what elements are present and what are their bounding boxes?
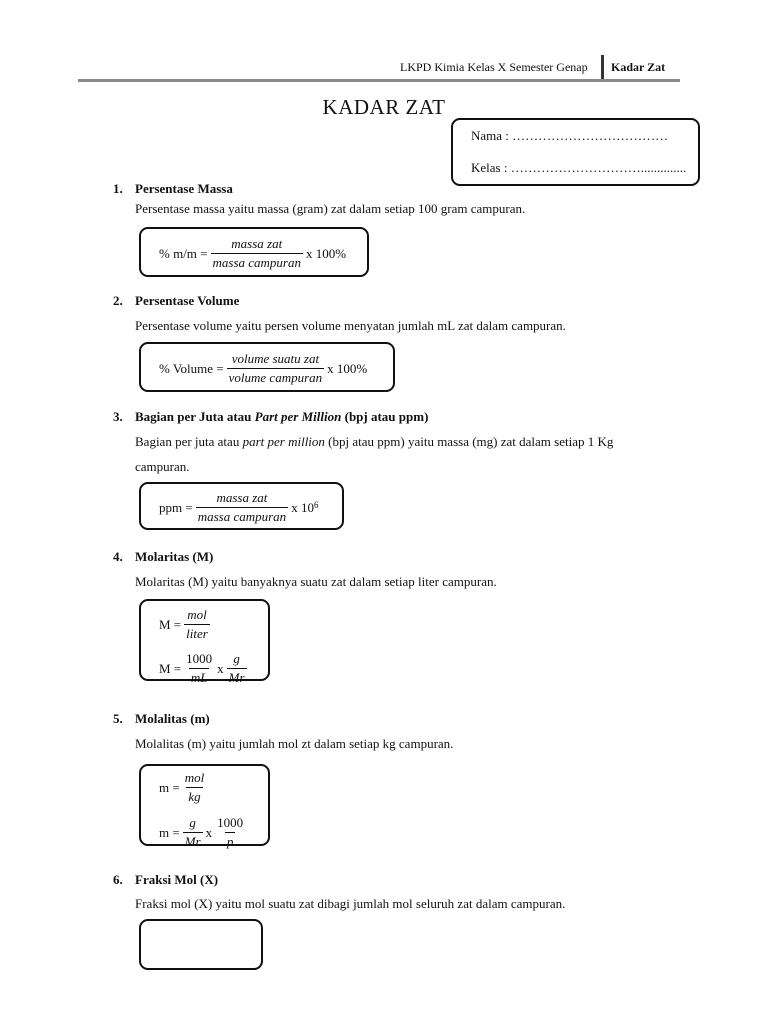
section-4-title: Molaritas (M) (135, 549, 214, 564)
section-1-number: 1. (113, 181, 123, 196)
formula-lhs: M = (159, 660, 182, 676)
class-line: Kelas : ………………………….............. (471, 160, 687, 175)
fraction-numerator: 1000 (186, 651, 213, 666)
formula-lhs: % Volume = (159, 360, 224, 376)
fraction-numerator: g (189, 815, 196, 830)
fraction-denominator: mL (190, 670, 208, 685)
formula-box-percent-mass (139, 227, 369, 277)
fraction-denominator: p (226, 834, 234, 849)
section-3-number: 3. (113, 409, 123, 424)
section-3-title-part-1: Bagian per Juta atau (135, 409, 255, 424)
fraction-denominator: Mr (184, 834, 201, 849)
section-3-description-line-2: campuran. (135, 459, 190, 474)
section-3-title-part-3: (bpj atau ppm) (344, 409, 429, 424)
fraction-denominator: massa campuran (212, 255, 301, 270)
formula-lhs: m = (159, 824, 180, 840)
section-6-title: Fraksi Mol (X) (135, 872, 219, 887)
header-topic-label: Kadar Zat (611, 60, 666, 74)
section-6-description: Fraksi mol (X) yaitu mol suatu zat dibagi jumlah mol seluruh zat dalam campuran. (135, 896, 566, 911)
fraction-numerator: massa zat (216, 490, 268, 505)
section-1-title: Persentase Massa (135, 181, 233, 196)
section-5-description: Molalitas (m) yaitu jumlah mol zt dalam setiap kg campuran. (135, 736, 454, 751)
fraction (183, 815, 203, 850)
formula-box-percent-volume (139, 342, 395, 392)
page-title: KADAR ZAT (322, 95, 446, 119)
fraction (184, 651, 214, 686)
section-3-description (135, 434, 613, 450)
formula-lhs: M = (159, 616, 182, 632)
fraction (227, 351, 325, 386)
formula-box-molarity (139, 599, 270, 685)
header-rule (78, 79, 680, 82)
fraction-denominator: Mr (228, 670, 245, 685)
section-3-title-part-2: Part per Million (254, 409, 345, 424)
header-divider (601, 55, 604, 81)
formula-exponent: 6 (313, 499, 319, 510)
fraction-numerator: volume suatu zat (231, 351, 320, 366)
formula-rhs: x 100% (327, 360, 368, 376)
section-5-title: Molalitas (m) (135, 711, 210, 726)
fraction (183, 770, 207, 805)
name-line: Nama : ……………………………… (471, 128, 669, 143)
formula-rhs: x 10 (291, 499, 314, 515)
section-5-number: 5. (113, 711, 123, 726)
section-2-description: Persentase volume yaitu persen volume menyatan jumlah mL zat dalam campuran. (135, 318, 566, 333)
fraction (215, 815, 245, 850)
fraction (184, 607, 210, 642)
fraction-denominator: liter (186, 626, 208, 641)
fraction-numerator: massa zat (231, 236, 283, 251)
section-3-description-part-2: part per million (242, 434, 325, 449)
formula-box-molality (139, 764, 270, 849)
header-document-label: LKPD Kimia Kelas X Semester Genap (400, 60, 588, 74)
formula-rhs: x 100% (305, 245, 347, 261)
section-2-number: 2. (113, 293, 123, 308)
fraction-numerator: 1000 (217, 815, 244, 830)
fraction-denominator: massa campuran (197, 509, 287, 524)
formula-multiply: x (205, 824, 213, 840)
section-3-description-part-3: (bpj atau ppm) yaitu massa (mg) zat dalam setiap 1 Kg (324, 434, 614, 449)
identity-box (451, 118, 700, 186)
fraction (211, 236, 303, 271)
fraction (196, 490, 288, 525)
formula-lhs: ppm = (159, 499, 193, 515)
formula-multiply: x (217, 660, 224, 676)
section-6-number: 6. (113, 872, 123, 887)
section-4-description: Molaritas (M) yaitu banyaknya suatu zat dalam setiap liter campuran. (135, 574, 497, 589)
fraction-numerator: mol (184, 770, 205, 785)
formula-box-mole-fraction-empty (139, 919, 263, 970)
fraction-denominator: volume campuran (228, 370, 323, 385)
fraction-denominator: kg (188, 789, 201, 804)
formula-lhs: m = (159, 779, 180, 795)
fraction-numerator: g (233, 651, 240, 666)
section-3-title (135, 409, 428, 425)
formula-box-ppm (139, 482, 344, 530)
fraction-numerator: mol (187, 607, 207, 622)
formula-lhs: % m/m = (159, 245, 208, 261)
section-3-description-part-1: Bagian per juta atau (135, 434, 243, 449)
fraction (227, 651, 247, 686)
section-4-number: 4. (113, 549, 123, 564)
section-2-title: Persentase Volume (135, 293, 240, 308)
section-1-description: Persentase massa yaitu massa (gram) zat dalam setiap 100 gram campuran. (135, 201, 526, 216)
